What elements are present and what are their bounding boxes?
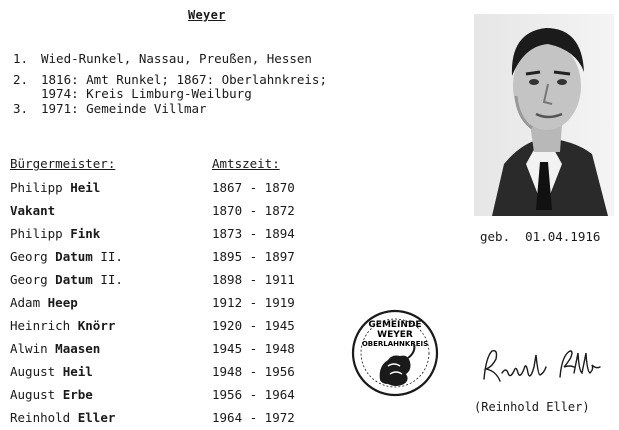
mayor-name	[10, 387, 212, 402]
mayor-name	[10, 249, 212, 264]
mayor-name	[10, 295, 212, 310]
history-text: 1816: Amt Runkel; 1867: Oberlahnkreis;	[41, 71, 327, 87]
mayor-last-name: Fink	[70, 226, 101, 241]
mayor-first-name: Philipp	[10, 226, 63, 241]
mayor-last-name: Heil	[62, 364, 93, 379]
mayor-suffix: II.	[100, 272, 123, 287]
mayor-last-name: Erbe	[62, 387, 93, 402]
mayor-term: 1867 - 1870	[212, 180, 295, 195]
mayor-last-name: Datum	[55, 272, 93, 287]
mayor-term: 1898 - 1911	[212, 272, 295, 287]
mayor-last-name: Heil	[70, 180, 101, 195]
svg-text:WEYER: WEYER	[377, 330, 413, 340]
mayor-list	[10, 176, 310, 429]
birth-date: geb. 01.04.1916	[480, 229, 601, 244]
history-number: 1.	[13, 51, 29, 66]
mayor-name	[10, 318, 212, 333]
svg-text:GEMEINDE: GEMEINDE	[368, 320, 422, 330]
mayor-last-name: Datum	[55, 249, 93, 264]
history-number: 3.	[13, 100, 29, 116]
mayor-last-name: Knörr	[77, 318, 116, 333]
mayor-name	[10, 272, 212, 287]
history-text-continued: 1974: Kreis Limburg-Weilburg	[41, 86, 252, 101]
mayor-row	[10, 222, 310, 245]
mayor-term: 1956 - 1964	[212, 387, 295, 402]
mayor-name	[10, 341, 212, 356]
municipal-seal	[350, 308, 440, 398]
history-list	[13, 52, 327, 116]
history-item	[13, 73, 327, 88]
history-item	[13, 52, 327, 67]
mayor-last-name: Eller	[77, 410, 116, 425]
mayor-last-name: Heep	[47, 295, 78, 310]
mayor-row	[10, 337, 310, 360]
portrait-photo	[474, 14, 614, 216]
history-item	[13, 102, 327, 117]
mayor-first-name: Adam	[10, 295, 41, 310]
mayor-first-name: Heinrich	[10, 318, 71, 333]
mayor-last-name: Vakant	[10, 203, 56, 218]
history-number: 2.	[13, 71, 29, 87]
mayor-row	[10, 176, 310, 199]
mayor-row	[10, 268, 310, 291]
mayor-first-name: Alwin	[10, 341, 48, 356]
mayor-row	[10, 383, 310, 406]
mayors-header: Bürgermeister:	[10, 156, 116, 171]
mayor-first-name: Philipp	[10, 180, 63, 195]
mayor-last-name: Maasen	[55, 341, 101, 356]
mayor-name	[10, 180, 212, 195]
mayor-row	[10, 314, 310, 337]
mayor-term: 1948 - 1956	[212, 364, 295, 379]
signature	[478, 345, 603, 387]
mayor-row	[10, 291, 310, 314]
mayor-name	[10, 410, 212, 425]
mayor-name	[10, 364, 212, 379]
mayor-term: 1912 - 1919	[212, 295, 295, 310]
mayor-first-name: August	[10, 364, 56, 379]
term-header: Amtszeit:	[212, 156, 280, 171]
mayor-term: 1873 - 1894	[212, 226, 295, 241]
mayor-first-name: Georg	[10, 272, 48, 287]
mayor-row	[10, 245, 310, 268]
mayor-term: 1870 - 1872	[212, 203, 295, 218]
signature-caption: (Reinhold Eller)	[474, 400, 590, 414]
mayor-first-name: Reinhold	[10, 410, 71, 425]
svg-text:OBERLAHNKREIS: OBERLAHNKREIS	[361, 340, 429, 348]
mayor-term: 1945 - 1948	[212, 341, 295, 356]
mayor-term: 1964 - 1972	[212, 410, 295, 425]
mayor-suffix: II.	[100, 249, 123, 264]
mayor-name	[10, 226, 212, 241]
page-title: Weyer	[188, 8, 226, 22]
mayor-first-name: Georg	[10, 249, 48, 264]
mayor-row	[10, 406, 310, 429]
mayor-first-name: August	[10, 387, 56, 402]
mayor-row	[10, 199, 310, 222]
history-text: 1971: Gemeinde Villmar	[41, 100, 207, 116]
mayor-term: 1920 - 1945	[212, 318, 295, 333]
mayor-name	[10, 203, 212, 218]
history-text: Wied-Runkel, Nassau, Preußen, Hessen	[41, 51, 312, 66]
mayor-row	[10, 360, 310, 383]
mayor-term: 1895 - 1897	[212, 249, 295, 264]
